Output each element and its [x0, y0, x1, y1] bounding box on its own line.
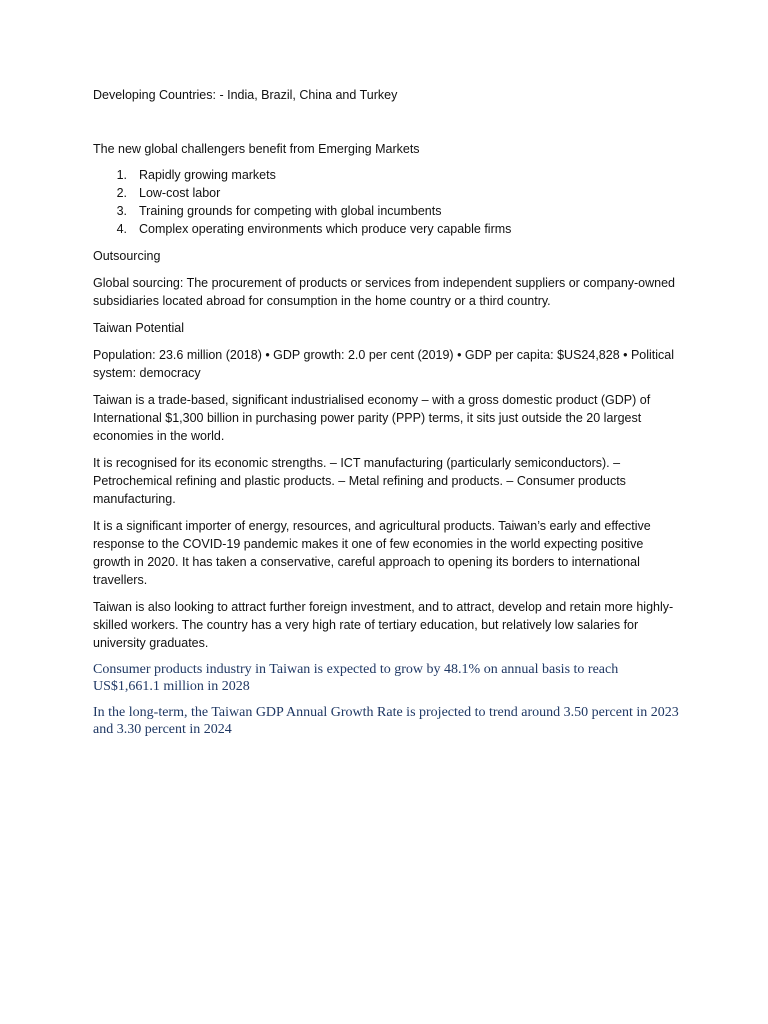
outsourcing-heading: Outsourcing [93, 249, 161, 263]
taiwan-imports-paragraph: It is a significant importer of energy, resources, and agricultural products. Taiwan’s early and effective response to the COVID-19 pandemic makes it one of few economies in the world expecting positive growth in 2020. It has taken a conservative, careful approach to opening its borders to international travellers. [93, 519, 651, 587]
document-heading: Developing Countries: - India, Brazil, China and Turkey [93, 88, 398, 102]
taiwan-stats-paragraph: Population: 23.6 million (2018) • GDP growth: 2.0 per cent (2019) • GDP per capita: $US24,828 • Political system: democracy [93, 348, 675, 380]
list-number: 1. [116, 168, 127, 182]
list-item [93, 220, 683, 238]
benefits-list [93, 166, 683, 238]
list-number: 2. [116, 186, 127, 200]
list-number: 4. [116, 222, 127, 236]
list-text: Training grounds for competing with global incumbents [139, 204, 442, 218]
intro-paragraph: The new global challengers benefit from Emerging Markets [93, 142, 420, 156]
list-number: 3. [116, 204, 127, 218]
taiwan-investment-paragraph: Taiwan is also looking to attract further foreign investment, and to attract, develop and retain more highly-skilled workers. The country has a very high rate of tertiary education, but relatively low salaries for university graduates. [93, 600, 674, 650]
list-text: Low-cost labor [139, 186, 221, 200]
taiwan-strengths-paragraph: It is recognised for its economic strengths. – ICT manufacturing (particularly semiconductors). – Petrochemical refining and plastic products. – Metal refining and products. – Consumer products manufacturing. [93, 456, 626, 506]
list-text: Complex operating environments which produce very capable firms [139, 222, 512, 236]
document-page [93, 86, 683, 747]
list-item [93, 166, 683, 184]
taiwan-economy-paragraph: Taiwan is a trade-based, significant industrialised economy – with a gross domestic product (GDP) of International $1,300 billion in purchasing power parity (PPP) terms, it sits just outside the 20 largest economies in the world. [93, 393, 651, 443]
list-text: Rapidly growing markets [139, 168, 276, 182]
consumer-forecast-paragraph: Consumer products industry in Taiwan is expected to grow by 48.1% on annual basis to reach US$1,661.1 million in 2028 [93, 662, 619, 694]
taiwan-heading: Taiwan Potential [93, 321, 185, 335]
list-item [93, 202, 683, 220]
gdp-forecast-paragraph: In the long-term, the Taiwan GDP Annual Growth Rate is projected to trend around 3.50 percent in 2023 and 3.30 percent in 2024 [93, 705, 679, 737]
list-item [93, 184, 683, 202]
global-sourcing-paragraph: Global sourcing: The procurement of products or services from independent suppliers or company-owned subsidiaries located abroad for consumption in the home country or a third country. [93, 276, 676, 308]
